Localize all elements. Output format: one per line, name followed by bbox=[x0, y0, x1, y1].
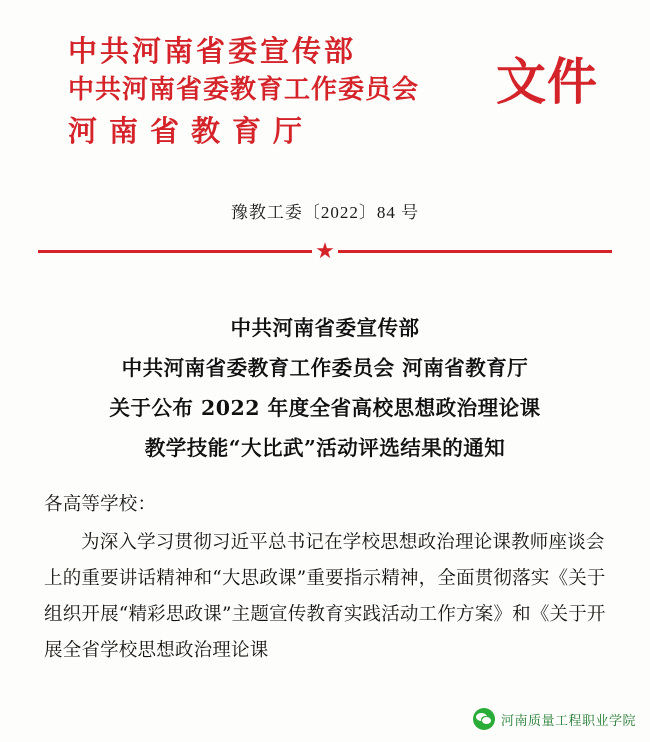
title-line-2: 中共河南省委教育工作委员会 河南省教育厅 bbox=[121, 355, 529, 380]
star-icon: ★ bbox=[312, 239, 338, 265]
letterhead-issuers bbox=[68, 30, 468, 152]
letterhead-line-3: 河南省教育厅 bbox=[68, 113, 315, 148]
red-separator bbox=[38, 237, 612, 267]
letterhead-line-1: 中共河南省委宣传部 bbox=[68, 34, 357, 68]
letterhead-wenjian: 文件 bbox=[496, 52, 598, 111]
title-line-4: 教学技能“大比武”活动评选结果的通知 bbox=[144, 435, 506, 460]
title-line-3: 关于公布 2022 年度全省高校思想政治理论课 bbox=[109, 395, 541, 420]
footer-watermark-label: 河南质量工程职业学院 bbox=[500, 712, 636, 728]
body-paragraph-1: 为深入学习贯彻习近平总书记在学校思想政治理论课教师座谈会上的重要讲话精神和“大思政课”重要指示精神，全面贯彻落实《关于组织开展“精彩思政课”主题宣传教育实践活动工作方案》和《关于开展全省学校思想政治理论课 bbox=[44, 531, 606, 662]
salutation: 各高等学校： bbox=[44, 493, 157, 515]
title-line-1: 中共河南省委宣传部 bbox=[230, 316, 420, 340]
letterhead-line-2: 中共河南省委教育工作委员会 bbox=[68, 75, 420, 106]
footer-watermark bbox=[473, 708, 636, 730]
wechat-icon bbox=[473, 708, 495, 730]
document-body bbox=[44, 487, 606, 669]
document-number: 豫教工委〔2022〕84 号 bbox=[230, 203, 420, 222]
letterhead bbox=[0, 0, 650, 180]
document-title bbox=[52, 309, 598, 469]
